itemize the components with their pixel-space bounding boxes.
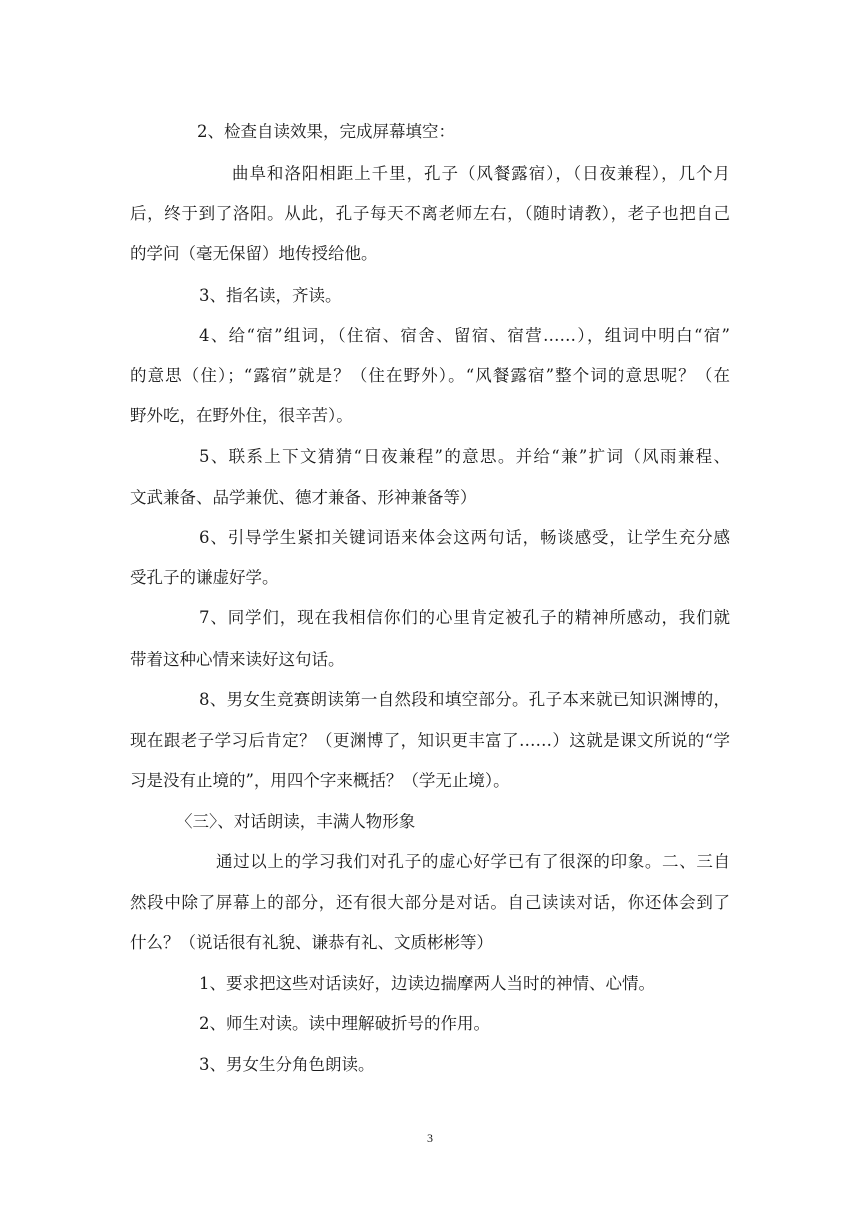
text-line: 的意思（住）；“露宿”就是？（住在野外）。“风餐露宿”整个词的意思呢？（在 — [130, 366, 730, 385]
text-line: 现在跟老子学习后肯定？（更渊博了，知识更丰富了……）这就是课文所说的“学 — [130, 731, 730, 750]
text-line: 3、男女生分角色朗读。 — [199, 1055, 375, 1074]
text-line: 8、男女生竞赛朗读第一自然段和填空部分。孔子本来就已知识渊博的， — [199, 690, 730, 709]
text-line: 通过以上的学习我们对孔子的虚心好学已有了很深的印象。二、三自 — [216, 852, 730, 871]
text-line: 受孔子的谦虚好学。 — [130, 568, 279, 587]
text-line: 曲阜和洛阳相距上千里，孔子（风餐露宿），（日夜兼程），几个月 — [232, 164, 730, 183]
text-line: 后，终于到了洛阳。从此，孔子每天不离老师左右，（随时请教），老子也把自己 — [130, 204, 730, 223]
text-line: 野外吃，在野外住，很辛苦）。 — [130, 406, 353, 425]
text-line: 7、同学们，现在我相信你们的心里肯定被孔子的精神所感动，我们就 — [199, 608, 730, 627]
text-line: 习是没有止境的”，用四个字来概括？（学无止境）。 — [130, 771, 510, 790]
text-line: 文武兼备、品学兼优、德才兼备、形神兼备等） — [130, 488, 477, 507]
page-number: 3 — [427, 1131, 433, 1145]
section-heading: 〈三〉、对话朗读，丰满人物形象 — [176, 812, 416, 831]
text-line: 1、要求把这些对话读好，边读边揣摩两人当时的神情、心情。 — [199, 974, 655, 993]
text-line: 的学问（毫无保留）地传授给他。 — [130, 244, 378, 263]
text-line: 带着这种心情来读好这句话。 — [130, 650, 345, 669]
text-line: 什么？（说话很有礼貌、谦恭有礼、文质彬彬等） — [130, 933, 493, 952]
text-line: 2、师生对读。读中理解破折号的作用。 — [199, 1014, 490, 1033]
text-line: 5、联系上下文猜猜“日夜兼程”的意思。并给“兼”扩词（风雨兼程、 — [199, 447, 730, 466]
text-line: 6、引导学生紧扣关键词语来体会这两句话，畅谈感受，让学生充分感 — [199, 528, 730, 547]
text-line: 4、给“宿”组词，（住宿、宿舍、留宿、宿营……），组词中明白“宿” — [199, 326, 730, 345]
text-line: 然段中除了屏幕上的部分，还有很大部分是对话。自己读读对话，你还体会到了 — [130, 893, 730, 912]
text-line: 2、检查自读效果，完成屏幕填空： — [197, 122, 455, 141]
text-line: 3、指名读，齐读。 — [199, 286, 342, 305]
